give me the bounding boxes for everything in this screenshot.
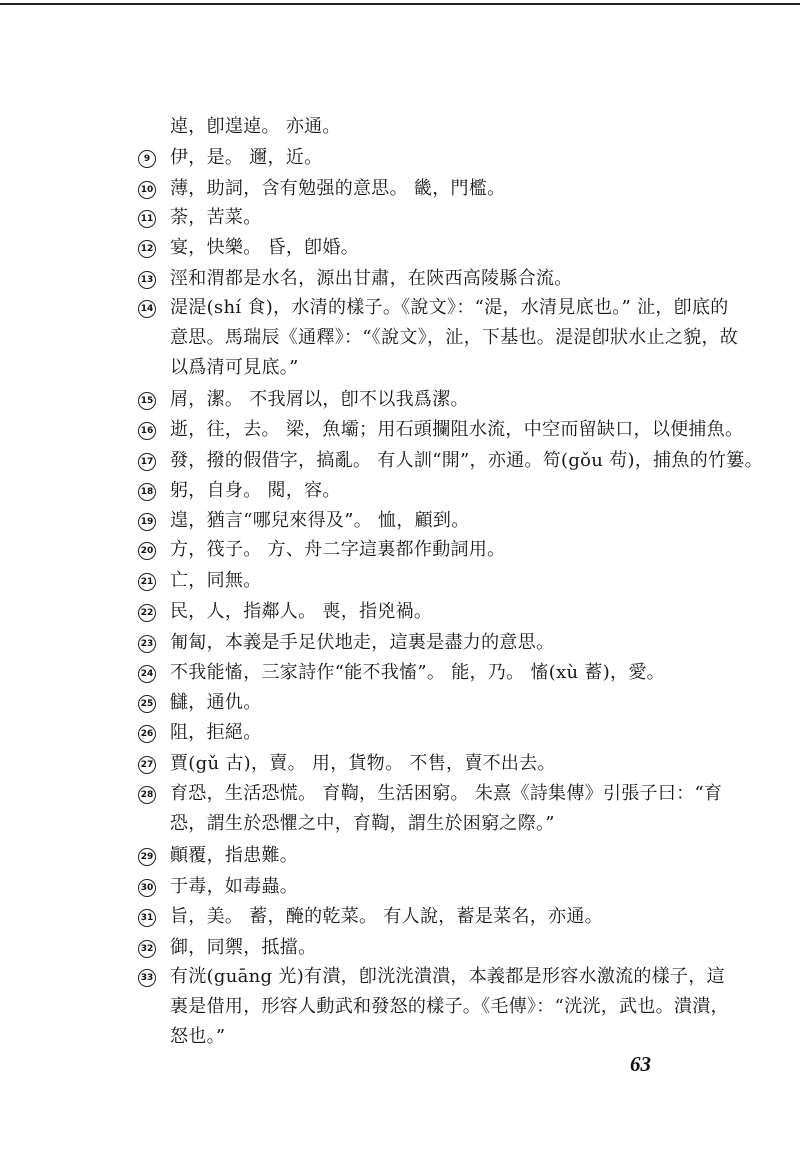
note-line: 涇和渭都是水名，源出甘肅，在陝西高陵縣合流。	[170, 268, 573, 289]
note-number-31: 31	[138, 909, 156, 927]
note-line: 阻，拒絕。	[170, 722, 262, 743]
note-line: 屑，潔。 不我屑以，卽不以我爲潔。	[170, 389, 469, 410]
note-number-10: 10	[138, 181, 156, 199]
note-line: 有洸(guāng 光)有潰，卽洸洸潰潰，本義都是形容水激流的樣子，這	[170, 966, 725, 987]
note-number-32: 32	[138, 940, 156, 958]
note-line: 賈(gǔ 古)，賣。 用，貨物。 不售，賣不出去。	[170, 753, 556, 774]
note-number-22: 22	[138, 604, 156, 622]
note-line: 荼，苦菜。	[170, 207, 262, 228]
note-number-14: 14	[138, 300, 156, 318]
note-line: 裏是借用，形容人動武和發怒的樣子。《毛傳》：“洸洸，武也。潰潰，	[170, 996, 729, 1017]
note-number-9: 9	[138, 150, 156, 168]
note-number-27: 27	[138, 756, 156, 774]
note-line: 怒也。”	[170, 1026, 226, 1047]
page-number: 63	[630, 1052, 651, 1076]
note-number-13: 13	[138, 271, 156, 289]
note-number-21: 21	[138, 573, 156, 591]
note-number-18: 18	[138, 483, 156, 501]
top-border-line	[0, 3, 800, 5]
note-line: 宴，快樂。 昏，卽婚。	[170, 237, 360, 258]
note-number-11: 11	[138, 210, 156, 228]
note-number-26: 26	[138, 725, 156, 743]
note-number-33: 33	[138, 969, 156, 987]
note-line: 恐，謂生於恐懼之中，育鞫，謂生於困窮之際。”	[170, 813, 555, 834]
note-line: 匍匐，本義是手足伏地走，這裏是盡力的意思。	[170, 632, 555, 653]
note-number-12: 12	[138, 240, 156, 258]
note-number-23: 23	[138, 635, 156, 653]
note-line: 亡，同無。	[170, 570, 262, 591]
note-line: 發，撥的假借字，搞亂。 有人訓“開”，亦通。笱(gǒu 苟)，捕魚的竹簍。	[170, 450, 763, 471]
note-number-15: 15	[138, 392, 156, 410]
note-line: 躬，自身。 閱，容。	[170, 480, 341, 501]
note-number-28: 28	[138, 786, 156, 804]
note-line: 薄，助詞，含有勉强的意思。 畿，門檻。	[170, 178, 506, 199]
note-number-29: 29	[138, 848, 156, 866]
note-line: 遑，猶言“哪兒來得及”。 恤，顧到。	[170, 510, 470, 531]
note-line: 于毒，如毒蟲。	[170, 876, 299, 897]
note-line: 逝，往，去。 梁，魚壩；用石頭攔阻水流，中空而留缺口，以便捕魚。	[170, 419, 744, 440]
note-line: 御，同禦，抵擋。	[170, 937, 317, 958]
note-line: 湜湜(shí 食)，水清的樣子。《說文》：“湜，水清見底也。” 沚，卽底的	[170, 297, 729, 318]
note-number-30: 30	[138, 879, 156, 897]
note-line: 以爲清可見底。”	[170, 357, 299, 378]
note-number-25: 25	[138, 695, 156, 713]
note-number-17: 17	[138, 453, 156, 471]
note-line: 意思。馬瑞辰《通釋》：“《說文》，沚，下基也。湜湜卽狀水止之貌，故	[170, 327, 739, 348]
note-line: 不我能慉，三家詩作“能不我慉”。 能，乃。 慉(xù 蓄)，愛。	[170, 662, 665, 683]
note-line: 伊，是。 邇，近。	[170, 147, 323, 168]
note-line: 逴，卽遑逴。 亦通。	[170, 116, 341, 137]
note-number-24: 24	[138, 665, 156, 683]
note-line: 顚覆，指患難。	[170, 845, 299, 866]
note-line: 方，筏子。 方、舟二字這裏都作動詞用。	[170, 539, 506, 560]
note-number-19: 19	[138, 513, 156, 531]
note-line: 民，人，指鄰人。 喪，指兇禍。	[170, 601, 433, 622]
note-number-16: 16	[138, 422, 156, 440]
note-line: 育恐，生活恐慌。 育鞫，生活困窮。 朱熹《詩集傳》引張子曰：“育	[170, 783, 723, 804]
note-line: 讎，通仇。	[170, 692, 262, 713]
note-line: 旨，美。 蓄，醃的乾菜。 有人說，蓄是菜名，亦通。	[170, 906, 603, 927]
note-number-20: 20	[138, 542, 156, 560]
